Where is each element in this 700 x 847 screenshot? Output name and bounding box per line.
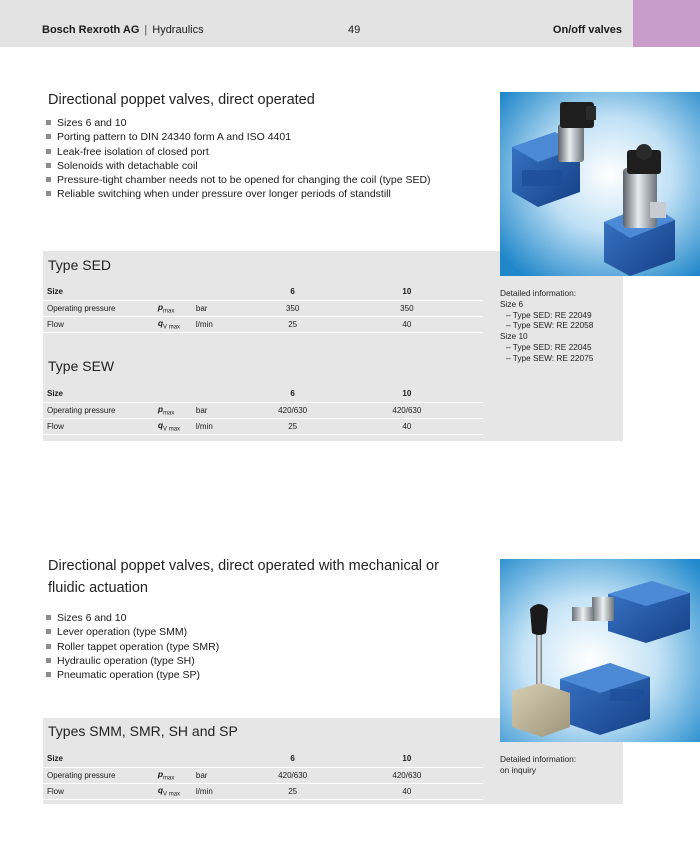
page-header [0, 0, 700, 47]
header-separator: | [144, 24, 148, 36]
section2-title-line: Directional poppet valves, direct operated with mechanical or [48, 558, 439, 574]
table-cell [154, 284, 192, 300]
table-cell: Flow [43, 783, 154, 799]
type-sew-title: Type SEW [48, 358, 115, 374]
symbol-subscript: max [163, 775, 175, 782]
table-cell: 10 [331, 751, 483, 767]
types-smm-table [43, 751, 483, 800]
detail-line: Detailed information: [500, 288, 577, 298]
table-cell: 25 [255, 418, 331, 434]
symbol-subscript: max [163, 308, 175, 315]
table-cell [154, 386, 192, 402]
table-cell [192, 751, 255, 767]
table-row [43, 783, 483, 799]
detail-line: – Type SED: RE 22045 [506, 341, 592, 352]
table-cell: 6 [255, 284, 331, 300]
table-cell: Operating pressure [43, 402, 154, 418]
table-cell: 350 [255, 300, 331, 316]
detail-line: on inquiry [500, 764, 536, 775]
table-cell [154, 418, 192, 434]
section2-title [48, 556, 439, 599]
table-cell: 6 [255, 386, 331, 402]
symbol: q [157, 317, 164, 328]
table-cell: bar [192, 767, 255, 783]
table-cell: 40 [331, 783, 483, 799]
table-cell: Size [43, 284, 154, 300]
section2-title-line: fluidic actuation [48, 579, 148, 596]
list-item: Lever operation (type SMM) [46, 625, 219, 639]
table-cell: bar [192, 300, 255, 316]
table-cell: 40 [331, 418, 483, 434]
symbol: q [157, 419, 164, 430]
table-cell: l/min [192, 418, 255, 434]
table-cell: bar [192, 402, 255, 418]
table-cell: 10 [331, 386, 483, 402]
table-cell [154, 767, 192, 783]
table-cell: 10 [331, 284, 483, 300]
list-item: Solenoids with detachable coil [46, 159, 431, 173]
table-cell: Size [43, 751, 154, 767]
detail-line: – Type SED: RE 22049 [506, 309, 592, 320]
detail-line: – Type SEW: RE 22075 [506, 352, 594, 363]
table-cell: 420/630 [255, 402, 331, 418]
section2-detail-info [500, 754, 576, 776]
table-cell: Flow [43, 418, 154, 434]
table-cell [154, 751, 192, 767]
list-item: Porting pattern to DIN 24340 form A and ISO 4401 [46, 130, 431, 144]
symbol-subscript: V max [163, 324, 181, 331]
list-item: Reliable switching when under pressure over longer periods of standstill [46, 187, 431, 201]
table-cell [192, 386, 255, 402]
table-cell [154, 783, 192, 799]
list-item: Sizes 6 and 10 [46, 611, 219, 625]
table-row [43, 751, 483, 767]
symbol: q [157, 784, 164, 795]
table-cell: 420/630 [255, 767, 331, 783]
section1-title: Directional poppet valves, direct operated [48, 92, 315, 108]
table-cell: 420/630 [331, 767, 483, 783]
table-cell: l/min [192, 316, 255, 332]
table-cell: Size [43, 386, 154, 402]
table-cell [154, 316, 192, 332]
section1-detail-info [500, 288, 593, 364]
table-row [43, 316, 483, 332]
symbol: p [157, 301, 164, 312]
detail-line: Detailed information: [500, 754, 577, 764]
table-row [43, 418, 483, 434]
brand-name: Bosch Rexroth AG [42, 24, 140, 36]
table-cell: 350 [331, 300, 483, 316]
symbol: p [157, 403, 164, 414]
list-item: Pneumatic operation (type SP) [46, 668, 219, 682]
lever-valve-photo [500, 559, 700, 742]
table-row [43, 386, 483, 402]
table-row [43, 284, 483, 300]
table-row [43, 300, 483, 316]
table-cell: Operating pressure [43, 300, 154, 316]
table-cell: 6 [255, 751, 331, 767]
detail-line: Size 10 [500, 331, 528, 342]
table-cell [192, 284, 255, 300]
table-cell [154, 300, 192, 316]
section-tab-marker [633, 0, 700, 47]
types-smm-title: Types SMM, SMR, SH and SP [48, 723, 238, 739]
table-cell [154, 402, 192, 418]
table-cell: Operating pressure [43, 767, 154, 783]
list-item: Pressure-tight chamber needs not to be opened for changing the coil (type SED) [46, 173, 431, 187]
page-number: 49 [348, 24, 361, 36]
detail-line: – Type SEW: RE 22058 [506, 320, 594, 331]
detail-line: Size 6 [500, 298, 524, 309]
table-cell: 25 [255, 316, 331, 332]
list-item: Roller tappet operation (type SMR) [46, 640, 219, 654]
type-sew-table [43, 386, 483, 435]
symbol-subscript: max [163, 410, 175, 417]
type-sed-table [43, 284, 483, 333]
table-cell: l/min [192, 783, 255, 799]
list-item: Sizes 6 and 10 [46, 116, 431, 130]
table-cell: Flow [43, 316, 154, 332]
section2-bullet-list [46, 611, 219, 682]
type-sed-title: Type SED [48, 257, 112, 273]
table-cell: 25 [255, 783, 331, 799]
list-item: Hydraulic operation (type SH) [46, 654, 219, 668]
table-row [43, 767, 483, 783]
section1-bullet-list [46, 116, 431, 202]
division-name: Hydraulics [152, 24, 204, 36]
list-item: Leak-free isolation of closed port [46, 145, 431, 159]
table-cell: 420/630 [331, 402, 483, 418]
table-cell: 40 [331, 316, 483, 332]
header-brand [42, 24, 204, 36]
solenoid-valve-photo [500, 92, 700, 276]
symbol-subscript: V max [163, 791, 181, 798]
table-row [43, 402, 483, 418]
symbol-subscript: V max [163, 426, 181, 433]
symbol: p [157, 768, 164, 779]
section-name: On/off valves [552, 24, 622, 36]
